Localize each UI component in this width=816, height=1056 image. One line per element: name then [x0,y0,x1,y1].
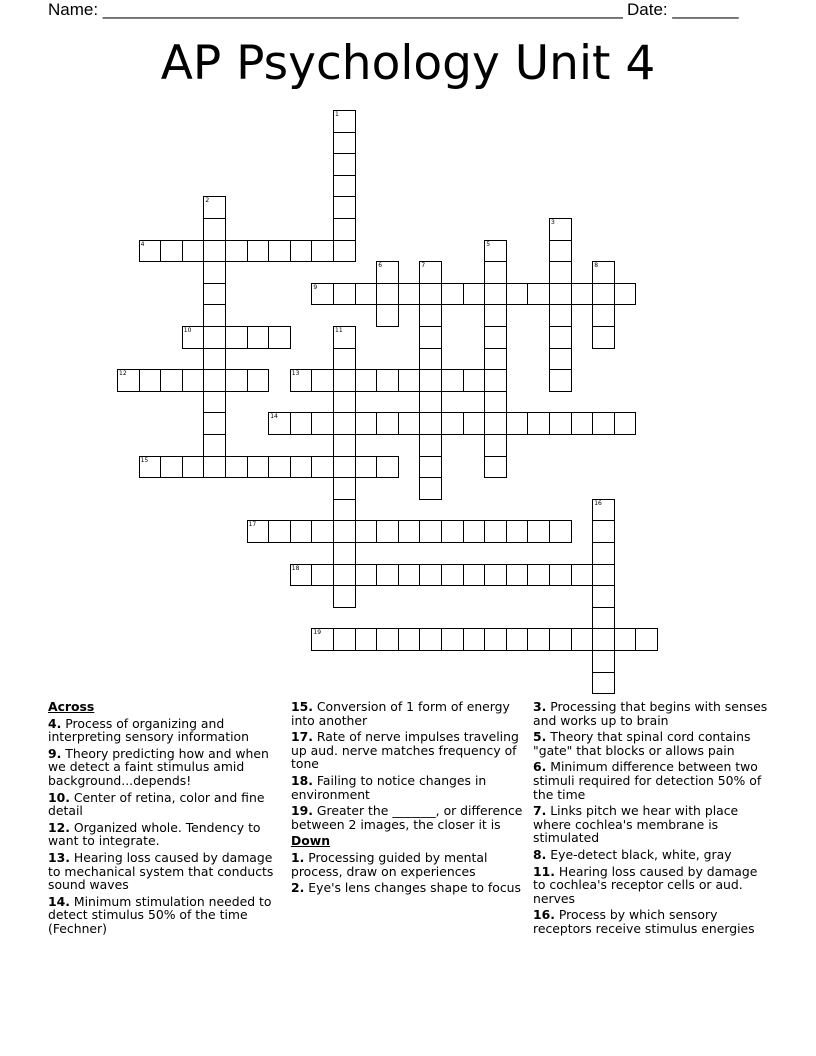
grid-cell[interactable] [463,628,486,651]
grid-cell[interactable] [484,412,507,435]
grid-cell[interactable] [419,456,442,479]
clue-number-label: 3. [533,699,547,714]
grid-cell[interactable] [333,348,356,371]
clue-text: Processing that begins with senses and works up to brain [533,699,768,728]
grid-cell[interactable] [592,283,615,306]
clue-item [533,908,769,935]
grid-cell[interactable] [311,240,334,263]
clue-number-label: 2. [291,880,305,896]
grid-cell[interactable] [398,369,421,392]
clue-text: Conversion of 1 form of energy into another [291,699,510,728]
grid-cell[interactable] [355,520,378,543]
grid-cell[interactable] [225,240,248,263]
down-heading: Down [291,833,331,849]
grid-cell[interactable] [463,412,486,435]
grid-cell[interactable] [247,240,270,263]
grid-cell[interactable] [549,261,572,284]
clue-text: Failing to notice changes in environment [291,772,487,802]
grid-cell[interactable] [419,564,442,587]
grid-cell[interactable] [527,520,550,543]
grid-cell[interactable] [268,240,291,263]
grid-cell[interactable] [549,304,572,327]
grid-cell[interactable] [117,369,140,392]
clue-number: 12 [119,370,127,378]
grid-cell[interactable] [592,261,615,284]
clue-item [48,895,284,936]
grid-cell[interactable] [419,628,442,651]
grid-cell[interactable] [592,564,615,587]
clue-number-label: 14. [48,893,70,909]
grid-cell[interactable] [549,240,572,263]
grid-cell[interactable] [333,585,356,608]
grid-cell[interactable] [333,542,356,565]
grid-cell[interactable] [398,283,421,306]
grid-cell[interactable] [376,304,399,327]
clue-number: 9 [313,283,318,291]
clue-item [48,747,284,788]
grid-cell[interactable] [290,240,313,263]
grid-cell[interactable] [203,261,226,284]
grid-cell[interactable] [355,283,378,306]
grid-cell[interactable] [398,412,421,435]
clue-number-label: 7. [533,803,547,819]
clue-item [533,848,769,862]
grid-cell[interactable] [290,369,313,392]
grid-cell[interactable] [419,412,442,435]
clue-number-label: 9. [48,745,62,761]
grid-cell[interactable] [203,391,226,414]
grid-cell[interactable] [484,304,507,327]
grid-cell[interactable] [441,520,464,543]
grid-cell[interactable] [247,369,270,392]
grid-cell[interactable] [506,412,529,435]
clue-item [291,700,527,727]
grid-cell[interactable] [376,283,399,306]
grid-cell[interactable] [614,412,637,435]
grid-cell[interactable] [333,477,356,500]
grid-cell[interactable] [182,369,205,392]
grid-cell[interactable] [484,520,507,543]
grid-cell[interactable] [355,564,378,587]
clue-text: Theory that spinal cord contains "gate" that blocks or allows pain [533,729,751,758]
clue-number: 4 [140,240,145,248]
grid-cell[interactable] [333,520,356,543]
grid-cell[interactable] [376,456,399,479]
clue-text: Eye-detect black, white, gray [546,846,732,862]
grid-cell[interactable] [333,153,356,176]
clue-text: Process by which sensory receptors receive stimulus energies [533,907,755,936]
grid-cell[interactable] [139,369,162,392]
clue-number-label: 16. [533,907,555,923]
grid-cell[interactable] [225,326,248,349]
clue-item [48,821,284,848]
grid-cell[interactable] [484,391,507,414]
grid-cell[interactable] [333,434,356,457]
clue-column-3 [533,700,769,939]
grid-cell[interactable] [225,369,248,392]
clue-number-label: 19. [291,803,313,819]
clue-number-label: 11. [533,863,555,879]
grid-cell[interactable] [203,326,226,349]
clue-item [48,791,284,818]
grid-cell[interactable] [182,326,205,349]
grid-cell[interactable] [311,283,334,306]
grid-cell[interactable] [398,520,421,543]
clue-text: Process of organizing and interpreting sensory information [48,715,249,745]
clue-number: 17 [248,521,257,529]
grid-cell[interactable] [592,628,615,651]
grid-cell[interactable] [419,434,442,457]
clue-text: Minimum stimulation needed to detect stimulus 50% of the time (Fechner) [48,893,272,936]
grid-cell[interactable] [527,628,550,651]
grid-cell[interactable] [333,196,356,219]
grid-cell[interactable] [527,412,550,435]
grid-cell[interactable] [311,369,334,392]
grid-cell[interactable] [592,585,615,608]
grid-cell[interactable] [463,520,486,543]
clue-number: 3 [551,219,555,226]
grid-cell[interactable] [592,499,615,522]
clue-item [48,717,284,744]
clue-text: Theory predicting how and when we detect a faint stimulus amid background...depends! [48,745,269,788]
grid-cell[interactable] [484,564,507,587]
grid-cell[interactable] [419,326,442,349]
grid-cell[interactable] [441,283,464,306]
grid-cell[interactable] [549,326,572,349]
clue-number-label: 10. [48,789,70,805]
clue-number-label: 15. [291,699,313,714]
clue-number-label: 6. [533,759,547,775]
clue-number: 14 [270,413,278,421]
grid-cell[interactable] [592,607,615,630]
grid-cell[interactable] [549,520,572,543]
grid-cell[interactable] [268,326,291,349]
grid-cell[interactable] [376,412,399,435]
grid-cell[interactable] [441,628,464,651]
grid-cell[interactable] [463,564,486,587]
clue-text: Eye's lens changes shape to focus [304,880,521,896]
grid-cell[interactable] [484,283,507,306]
clue-number: 16 [594,499,602,507]
grid-cell[interactable] [290,412,313,435]
grid-cell[interactable] [419,477,442,500]
grid-cell[interactable] [441,564,464,587]
grid-cell[interactable] [592,412,615,435]
grid-cell[interactable] [203,240,226,263]
clue-item [291,774,527,801]
grid-cell[interactable] [484,628,507,651]
clue-number-label: 12. [48,819,70,835]
grid-cell[interactable] [333,175,356,198]
grid-cell[interactable] [290,564,313,587]
grid-cell[interactable] [139,456,162,479]
clue-item [291,851,527,878]
grid-cell[interactable] [203,434,226,457]
grid-cell[interactable] [376,261,399,284]
grid-cell[interactable] [398,628,421,651]
grid-cell[interactable] [506,628,529,651]
grid-cell[interactable] [549,564,572,587]
grid-cell[interactable] [592,672,615,695]
grid-cell[interactable] [463,369,486,392]
grid-cell[interactable] [160,240,183,263]
clue-text: Center of retina, color and fine detail [48,789,265,819]
grid-cell[interactable] [614,283,637,306]
grid-cell[interactable] [549,412,572,435]
clue-text: Hearing loss caused by damage to mechanical system that conducts sound waves [48,849,274,893]
grid-cell[interactable] [333,283,356,306]
grid-cell[interactable] [333,369,356,392]
clue-item [533,804,769,845]
grid-cell[interactable] [506,520,529,543]
clue-number: 1 [335,111,339,118]
grid-cell[interactable] [484,369,507,392]
grid-cell[interactable] [333,412,356,435]
grid-cell[interactable] [203,369,226,392]
grid-cell[interactable] [549,628,572,651]
grid-cell[interactable] [419,520,442,543]
grid-cell[interactable] [333,110,356,133]
grid-cell[interactable] [376,628,399,651]
clue-number: 15 [140,456,149,464]
grid-cell[interactable] [333,628,356,651]
clue-number-label: 5. [533,729,547,745]
grid-cell[interactable] [247,326,270,349]
clue-number: 18 [291,564,300,572]
grid-cell[interactable] [268,412,291,435]
grid-cell[interactable] [592,542,615,565]
grid-cell[interactable] [376,520,399,543]
grid-cell[interactable] [592,326,615,349]
grid-cell[interactable] [355,628,378,651]
grid-cell[interactable] [419,369,442,392]
grid-cell[interactable] [333,564,356,587]
clue-item [533,865,769,906]
grid-cell[interactable] [484,348,507,371]
grid-cell[interactable] [139,240,162,263]
clue-item [533,760,769,801]
grid-cell[interactable] [355,369,378,392]
date-field[interactable]: Date: _______ [627,0,739,19]
clue-column-2 [291,700,527,898]
grid-cell[interactable] [182,456,205,479]
clue-item [291,881,527,895]
clue-number: 6 [378,262,383,270]
grid-cell[interactable] [376,369,399,392]
grid-cell[interactable] [549,369,572,392]
grid-cell[interactable] [333,132,356,155]
grid-cell[interactable] [311,456,334,479]
clue-item [48,851,284,892]
grid-cell[interactable] [419,304,442,327]
grid-cell[interactable] [203,283,226,306]
clue-number-label: 18. [291,772,313,788]
grid-cell[interactable] [571,412,594,435]
grid-cell[interactable] [333,456,356,479]
clue-text: Minimum difference between two stimuli required for detection 50% of the time [533,759,762,802]
grid-cell[interactable] [311,412,334,435]
grid-cell[interactable] [311,628,334,651]
grid-cell[interactable] [419,391,442,414]
grid-cell[interactable] [549,218,572,241]
clue-item [533,730,769,757]
grid-cell[interactable] [333,218,356,241]
grid-cell[interactable] [225,456,248,479]
grid-cell[interactable] [247,456,270,479]
clue-number: 2 [205,197,210,205]
clue-number: 10 [183,327,192,334]
clue-text: Links pitch we hear with place where cochlea's membrane is stimulated [533,803,739,846]
across-heading: Across [48,699,95,714]
clue-number: 11 [335,327,343,334]
grid-cell[interactable] [527,283,550,306]
clue-number-label: 4. [48,715,62,731]
grid-cell[interactable] [549,348,572,371]
grid-cell[interactable] [571,564,594,587]
name-field[interactable]: Name: _______________________________________________________ [48,0,623,19]
grid-cell[interactable] [203,412,226,435]
clue-text: Rate of nerve impulses traveling up aud. nerve matches frequency of tone [291,729,519,772]
clue-number: 13 [291,370,300,378]
clue-number-label: 17. [291,729,313,745]
grid-cell[interactable] [182,240,205,263]
grid-cell[interactable] [355,456,378,479]
grid-cell[interactable] [203,304,226,327]
clue-text: Processing guided by mental process, draw on experiences [291,849,488,879]
grid-cell[interactable] [398,564,421,587]
grid-cell[interactable] [355,412,378,435]
grid-cell[interactable] [419,283,442,306]
page-title: AP Psychology Unit 4 [160,36,656,91]
grid-cell[interactable] [376,564,399,587]
grid-cell[interactable] [268,520,291,543]
grid-cell[interactable] [160,369,183,392]
grid-cell[interactable] [419,261,442,284]
grid-cell[interactable] [484,434,507,457]
clue-number: 5 [486,240,491,248]
grid-cell[interactable] [333,326,356,349]
clue-number-label: 13. [48,849,70,865]
clue-item [533,700,769,727]
grid-cell[interactable] [290,456,313,479]
grid-cell[interactable] [441,412,464,435]
clue-number-label: 8. [533,846,547,862]
grid-cell[interactable] [419,348,442,371]
clue-number: 19 [313,629,322,637]
grid-cell[interactable] [592,304,615,327]
grid-cell[interactable] [203,218,226,241]
grid-cell[interactable] [484,326,507,349]
grid-cell[interactable] [592,520,615,543]
clue-item [291,804,527,831]
grid-cell[interactable] [635,628,658,651]
grid-cell[interactable] [506,564,529,587]
clue-number: 8 [594,262,599,270]
grid-cell[interactable] [592,650,615,673]
grid-cell[interactable] [160,456,183,479]
grid-cell[interactable] [571,283,594,306]
grid-cell[interactable] [290,520,313,543]
grid-cell[interactable] [527,564,550,587]
grid-cell[interactable] [203,196,226,219]
clue-text: Greater the _______, or difference between 2 images, the closer it is [291,803,523,832]
grid-cell[interactable] [614,628,637,651]
grid-cell[interactable] [311,520,334,543]
clue-column-1 [48,700,284,939]
grid-cell[interactable] [333,499,356,522]
grid-cell[interactable] [484,240,507,263]
grid-cell[interactable] [484,456,507,479]
clue-item [291,730,527,771]
grid-cell[interactable] [203,456,226,479]
grid-cell[interactable] [506,283,529,306]
grid-cell[interactable] [268,456,291,479]
grid-cell[interactable] [333,240,356,263]
grid-cell[interactable] [571,628,594,651]
grid-cell[interactable] [484,261,507,284]
grid-cell[interactable] [549,283,572,306]
grid-cell[interactable] [203,348,226,371]
grid-cell[interactable] [333,391,356,414]
clue-text: Organized whole. Tendency to want to integrate. [48,819,261,849]
clue-text: Hearing loss caused by damage to cochlea's receptor cells or aud. nerves [533,863,758,906]
grid-cell[interactable] [247,520,270,543]
grid-cell[interactable] [311,564,334,587]
clue-number: 7 [421,262,426,270]
clue-number-label: 1. [291,849,305,865]
grid-cell[interactable] [441,369,464,392]
grid-cell[interactable] [463,283,486,306]
